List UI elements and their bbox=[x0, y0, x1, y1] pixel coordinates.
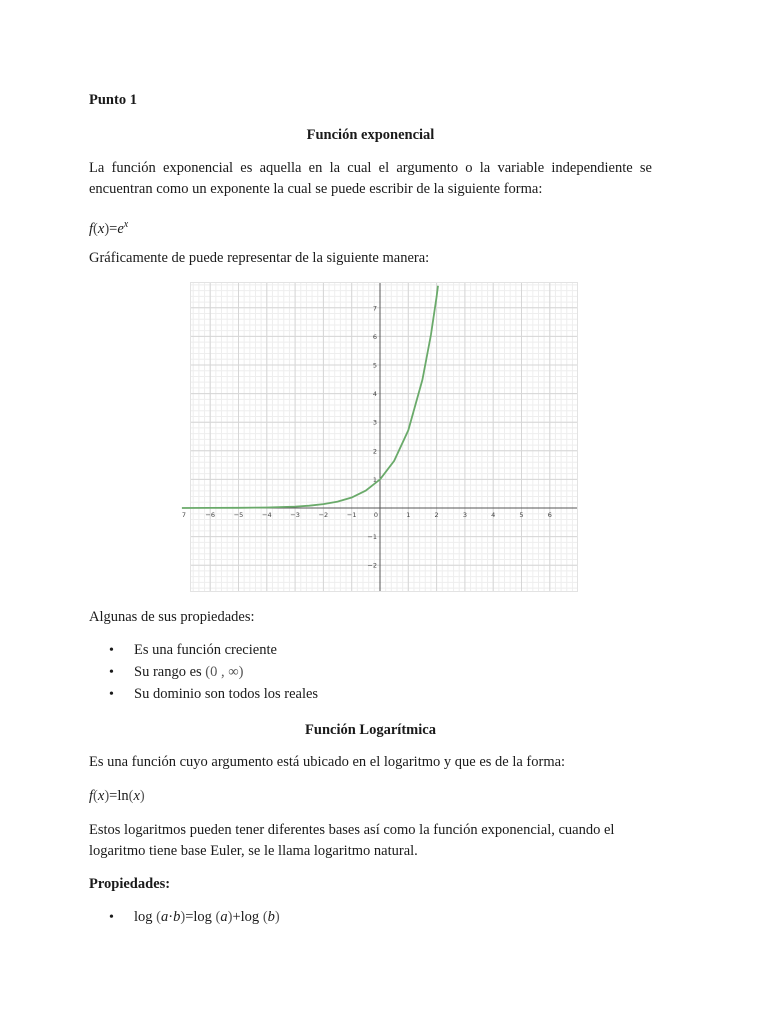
exponential-chart bbox=[181, 283, 577, 591]
range-math: (0 , ∞) bbox=[205, 664, 244, 680]
x-tick-label: 4 bbox=[491, 511, 496, 519]
y-tick-label: 3 bbox=[372, 418, 377, 427]
x-tick-label: −5 bbox=[233, 511, 244, 519]
y-tick-label: 7 bbox=[372, 304, 377, 313]
exp-properties-list bbox=[89, 640, 652, 706]
formula-x: x bbox=[97, 221, 105, 237]
x-tick-label: 1 bbox=[406, 511, 411, 519]
x-tick-label: 2 bbox=[434, 511, 439, 519]
x-tick-label: 3 bbox=[462, 511, 467, 519]
exp-formula: $f(x)=e^x$ bbox=[89, 219, 129, 237]
log-intro: Es una función cuyo argumento está ubicado en el logaritmo y que es de la forma: bbox=[89, 754, 566, 770]
props-intro: Algunas de sus propiedades: bbox=[89, 609, 255, 625]
formula-exponent: x bbox=[123, 219, 129, 230]
x-tick-label: 7 bbox=[181, 511, 187, 519]
list-item: • Es una función creciente bbox=[89, 640, 652, 662]
section-label: Punto 1 bbox=[89, 92, 137, 108]
x-tick-label: 5 bbox=[519, 511, 524, 519]
list-item: • Su rango es (0 , ∞) bbox=[89, 662, 652, 684]
exp-intro-paragraph: La función exponencial es aquella en la cual el argumento o la variable independiente se encuentran como un exponente la cual se puede escribir de la siguiente forma: bbox=[89, 160, 652, 197]
log-description: Estos logaritmos pueden tener diferentes bases así como la función exponencial, cuando el logaritmo tiene base Euler, se le llama logaritmo natural. bbox=[89, 822, 615, 859]
exponential-graph bbox=[181, 282, 578, 592]
log-formula: f(x)=ln(x) bbox=[89, 788, 145, 804]
formula-f: f bbox=[89, 221, 94, 237]
x-tick-label: −1 bbox=[346, 511, 357, 519]
x-tick-label: −3 bbox=[290, 511, 300, 519]
formula-base: e bbox=[117, 221, 124, 237]
list-item: • Su dominio son todos los reales bbox=[89, 684, 652, 706]
x-tick-label: −2 bbox=[318, 511, 329, 519]
y-tick-label: 6 bbox=[372, 332, 377, 341]
list-item: • log (a·b)=log (a)+log (b) bbox=[89, 907, 652, 929]
graph-intro: Gráficamente de puede representar de la siguiente manera: bbox=[89, 250, 430, 266]
y-tick-label: 2 bbox=[372, 447, 377, 456]
y-tick-label: 1 bbox=[372, 475, 377, 484]
formula-eq: = bbox=[109, 221, 118, 237]
y-tick-label: −2 bbox=[367, 561, 377, 570]
log-heading: Función Logarítmica bbox=[305, 722, 436, 738]
log-properties-list bbox=[89, 907, 652, 929]
y-tick-label: 5 bbox=[372, 361, 377, 370]
y-tick-label: 4 bbox=[372, 390, 377, 399]
y-tick-label: −1 bbox=[367, 533, 377, 542]
x-tick-label: 6 bbox=[547, 511, 552, 519]
x-tick-label: −6 bbox=[205, 511, 215, 519]
log-props-heading: Propiedades: bbox=[89, 876, 171, 892]
x-tick-label: 0 bbox=[373, 511, 379, 519]
exp-heading: Función exponencial bbox=[306, 127, 435, 143]
x-tick-label: −4 bbox=[262, 511, 272, 519]
